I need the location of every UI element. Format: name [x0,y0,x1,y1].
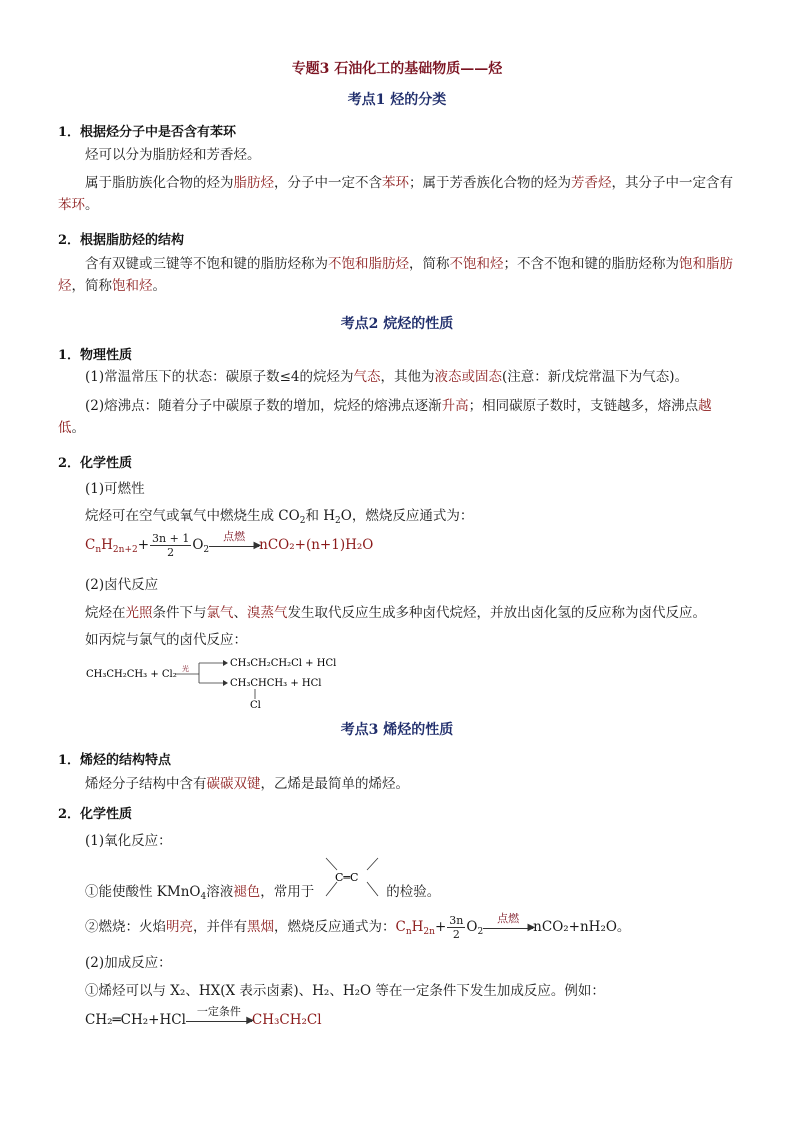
subheading-3-2: 2．化学性质 [58,807,133,822]
paragraph-1-1a: 烃可以分为脂肪烃和芳香烃。 [85,147,261,163]
substitution-desc: 烷烃在光照条件下与氯气、溴蒸气发生取代反应生成多种卤代烷烃，并放出卤化氢的反应称为卤代反应。 [85,605,706,621]
oxidation-line-1: ①能使酸性 KMnO$_4$溶液褪色，常用于 的检验。 [85,884,441,902]
paragraph-1-1b: 属于脂肪族化合物的烃为脂肪烃，分子中一定不含苯环；属于芳香族化合物的烃为芳香烃，其分子中一定含有苯环。 [58,175,733,213]
cc-double-bond: C═C [335,871,359,884]
oxidation-line-2: ②燃烧：火焰明亮，并伴有黑烟，燃烧反应通式为：$C_nH_{2n}+$ $\frac{3n}{2}$ $O_2$ 点燃 ▶ nCO₂+nH₂O。 [85,911,631,941]
paragraph-1-2: 含有双键或三键等不饱和键的脂肪烃称为不饱和脂肪烃，简称不饱和烃；不含不饱和键的脂肪烃称为饱和脂肪烃，简称饱和烃。 [58,256,733,294]
subheading-2-1: 1．物理性质 [58,348,133,363]
rxn-substituent: Cl [250,700,261,710]
addition-label: (2)加成反应： [85,955,172,971]
fraction-3n-2: $\frac{3n}{2}$ [449,914,464,941]
subheading-1-2: 2．根据脂肪烃的结构 [58,233,185,248]
section-heading-kaodian1: 考点1 烃的分类 [347,92,447,108]
rxn-reactant: CH₃CH₂CH₃ + Cl₂ [86,669,177,680]
rxn-product-1: CH₃CH₂CH₂Cl + HCl [230,658,337,669]
paragraph-2-1b: (2)熔沸点：随着分子中碳原子数的增加，烷烃的熔沸点逐渐升高；相同碳原子数时，支链越多，熔沸点越低。 [58,398,712,436]
subheading-2-2: 2．化学性质 [58,456,133,471]
rxn-product-2: CH₃CHCH₃ + HCl [230,678,322,689]
alkane-combustion-equation: $C_nH_{2n+2}+$ $\frac{3n + 1}{2}$ $O_2$ 点燃 ▶ nCO₂+(n+1)H₂O [85,529,374,559]
reaction-arrow-2: 点燃 ▶ [483,921,533,935]
substitution-label: (2)卤代反应 [85,577,159,593]
section-heading-kaodian2: 考点2 烷烃的性质 [340,316,454,332]
section-heading-kaodian3: 考点3 烯烃的性质 [340,722,454,738]
document-title: 专题3 石油化工的基础物质——烃 [291,61,503,77]
subheading-1-1: 1．根据烃分子中是否含有苯环 [58,125,237,140]
addition-equation: CH₂═CH₂+HCl 一定条件 ▶ CH₃CH₂Cl [85,1004,322,1028]
paragraph-3-1: 烯烃分子结构中含有碳碳双键，乙烯是最简单的烯烃。 [85,776,409,792]
oxidation-label: (1)氧化反应： [85,833,172,849]
addition-desc: ①烯烃可以与 X₂、HX(X 表示卤素)、H₂、H₂O 等在一定条件下发生加成反应。例如： [85,983,605,999]
reaction-arrow-3: 一定条件 ▶ [186,1014,252,1028]
fraction-3n1-2: $\frac{3n + 1}{2}$ [152,532,190,559]
alkene-structure-diagram [320,854,384,900]
rxn-condition: 光 [182,665,189,673]
propane-chlorination-diagram [82,652,382,710]
combustion-desc: 烷烃可在空气或氧气中燃烧生成 $CO_2$和 $H_2O$，燃烧反应通式为： [85,508,474,526]
reaction-arrow: 点燃 ▶ [209,539,259,553]
example-label: 如丙烷与氯气的卤代反应： [85,632,247,648]
paragraph-2-1a: (1)常温常压下的状态：碳原子数≤4的烷烃为气态，其他为液态或固态(注意：新戊烷常温下为气态)。 [85,369,689,385]
subheading-3-1: 1．烯烃的结构特点 [58,753,172,768]
combustion-label: (1)可燃性 [85,481,145,497]
